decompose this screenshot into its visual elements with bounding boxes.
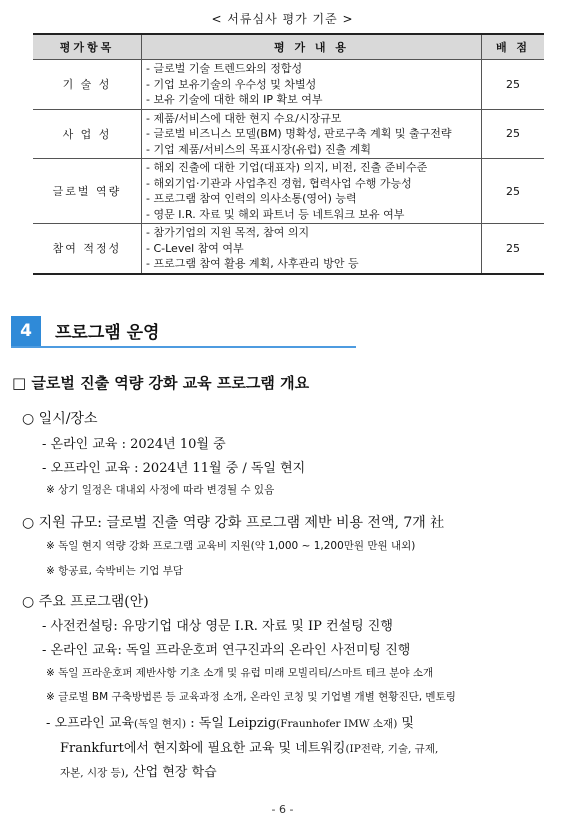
table-row <box>33 60 544 110</box>
frankfurt-networking: Frankfurt에서 현지화에 필요한 교육 및 네트워킹 <box>60 741 346 756</box>
header-category: 평가항목 <box>33 34 142 60</box>
offline-education-line2 <box>60 737 438 756</box>
evaluation-criteria-table <box>33 33 544 275</box>
row-category: 기 술 성 <box>33 60 142 110</box>
criteria-item: - 제품/서비스에 대한 현지 수요/시장규모 <box>146 111 342 125</box>
fraunhofer-imw-note: (Fraunhofer IMW 소재) <box>276 718 398 730</box>
section-number-badge: 4 <box>11 316 41 346</box>
networking-topics-cont: 자본, 시장 등) <box>60 767 125 779</box>
section-heading <box>11 316 356 348</box>
table-caption: < 서류심사 평가 기준 > <box>211 12 354 26</box>
offline-label: - 오프라인 교육 <box>46 716 135 731</box>
offline-schedule: - 오프라인 교육 : 2024년 11월 중 / 독일 현지 <box>42 461 306 476</box>
offline-location-note: (독일 현지) <box>134 718 187 730</box>
criteria-item: - 해외 진출에 대한 기업(대표자) 의지, 비전, 진출 준비수준 <box>146 161 428 174</box>
row-content <box>142 60 482 110</box>
header-content: 평 가 내 용 <box>142 34 482 60</box>
offline-city-leipzig: : 독일 Leipzig <box>186 716 277 731</box>
criteria-item: - 기업 보유기술의 우수성 및 차별성 <box>146 77 317 91</box>
row-content <box>142 109 482 159</box>
criteria-item: - 해외기업·기관과 사업추진 경험, 협력사업 수행 가능성 <box>146 176 412 190</box>
offline-education-line3 <box>60 761 217 780</box>
criteria-item: - 글로벌 비즈니스 모델(BM) 명확성, 판로구축 계획 및 출구전략 <box>146 127 452 140</box>
support-note-fee: ※ 독일 현지 역량 강화 프로그램 교육비 지원(약 1,000 ~ 1,200만원 만원 내외) <box>46 540 416 552</box>
networking-topics: (IP전략, 기술, 규제, <box>345 743 439 755</box>
page-number: - 6 - <box>271 803 294 816</box>
table-row <box>33 224 544 274</box>
support-note-travel: ※ 항공료, 숙박비는 기업 부담 <box>46 565 184 577</box>
row-category: 참여 적정성 <box>33 224 142 274</box>
criteria-item: - 영문 I.R. 자료 및 해외 파트너 등 네트워크 보유 여부 <box>146 207 405 221</box>
criteria-item: - C-Level 참여 여부 <box>146 241 244 255</box>
criteria-item: - 기업 제품/서비스의 목표시장(유럽) 진출 계획 <box>146 142 372 156</box>
criteria-item: - 프로그램 참여 인력의 의사소통(영어) 능력 <box>146 192 357 205</box>
criteria-item: - 프로그램 참여 활용 계획, 사후관리 방안 등 <box>146 257 359 270</box>
criteria-item: - 참가기업의 지원 목적, 참여 의지 <box>146 226 310 239</box>
online-schedule: - 온라인 교육 : 2024년 10월 중 <box>42 437 226 452</box>
schedule-bullet: ○ 일시/장소 <box>22 411 98 427</box>
criteria-item: - 글로벌 기술 트렌드와의 정합성 <box>146 62 303 75</box>
site-study: , 산업 현장 학습 <box>124 765 217 780</box>
criteria-item: - 보유 기술에 대한 해외 IP 확보 여부 <box>146 93 323 106</box>
program-overview-heading: □ 글로벌 진출 역량 강화 교육 프로그램 개요 <box>12 374 310 392</box>
row-category: 사 업 성 <box>33 109 142 159</box>
offline-education-item <box>46 712 414 731</box>
schedule-note: ※ 상기 일정은 대내외 사정에 따라 변경될 수 있음 <box>46 484 275 496</box>
online-education-item: - 온라인 교육: 독일 프라운호퍼 연구진과의 온라인 사전미팅 진행 <box>42 643 411 658</box>
row-content <box>142 224 482 274</box>
table-row <box>33 109 544 159</box>
section-title: 프로그램 운영 <box>55 323 160 343</box>
row-score: 25 <box>482 159 545 224</box>
online-note-bm: ※ 글로벌 BM 구축방법론 등 교육과정 소개, 온라인 코칭 및 기업별 개별 현황진단, 멘토링 <box>46 691 456 703</box>
row-category: 글로벌 역량 <box>33 159 142 224</box>
row-score: 25 <box>482 109 545 159</box>
main-program-bullet: ○ 주요 프로그램(안) <box>22 594 149 610</box>
row-content <box>142 159 482 224</box>
table-header-row <box>33 34 544 60</box>
header-score: 배 점 <box>482 34 545 60</box>
pre-consulting-item: - 사전컨설팅: 유망기업 대상 영문 I.R. 자료 및 IP 컨설팅 진행 <box>42 619 393 634</box>
offline-and: 및 <box>397 716 414 731</box>
online-note-fraunhofer: ※ 독일 프라운호퍼 제반사항 기초 소개 및 유럽 미래 모빌리티/스마트 테크 분야 소개 <box>46 667 434 679</box>
row-score: 25 <box>482 60 545 110</box>
support-scale-bullet: ○ 지원 규모: 글로벌 진출 역량 강화 프로그램 제반 비용 전액, 7개 社 <box>22 515 445 531</box>
row-score: 25 <box>482 224 545 274</box>
table-row <box>33 159 544 224</box>
